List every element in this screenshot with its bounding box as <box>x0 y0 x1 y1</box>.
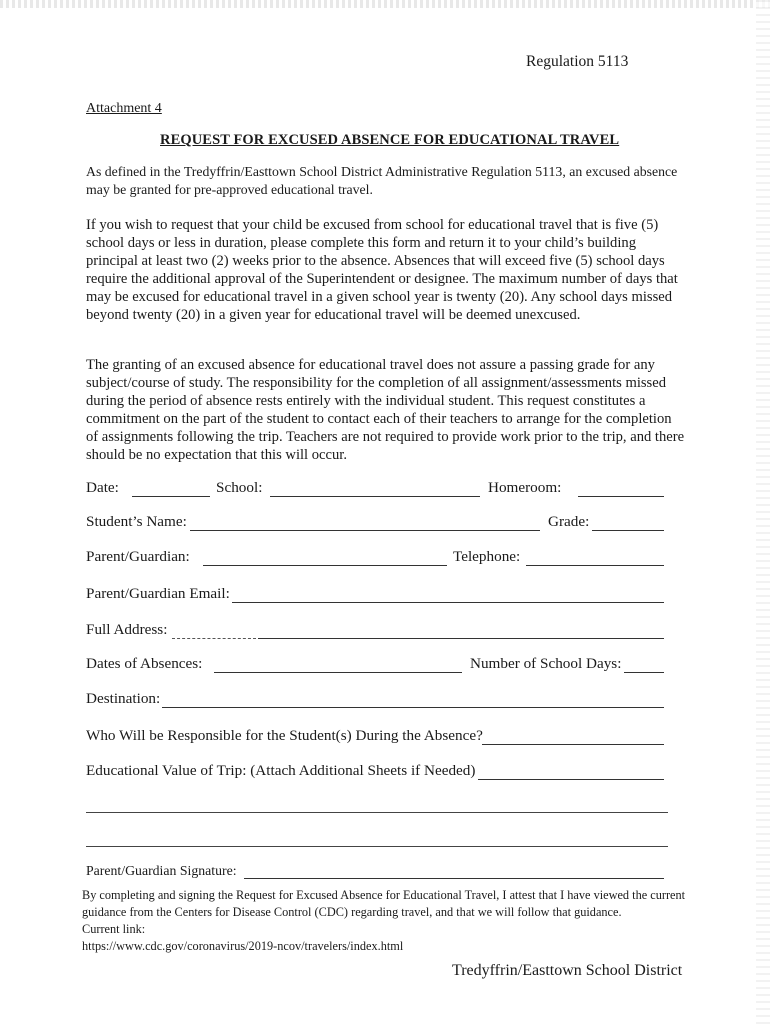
educational-value-extra-line-1[interactable] <box>86 812 668 813</box>
current-link-label: Current link: <box>82 922 146 936</box>
row-educational-value <box>86 762 676 784</box>
destination-label: Destination: <box>86 690 161 707</box>
cdc-link[interactable]: https://www.cdc.gov/coronavirus/2019-ncov/travelers/index.html <box>82 939 404 953</box>
dates-of-absences-field[interactable] <box>214 672 462 673</box>
district-name: Tredyffrin/Easttown School District <box>452 962 683 979</box>
responsible-label: Who Will be Responsible for the Student(s) During the Absence? <box>86 727 483 744</box>
school-label: School: <box>216 479 263 496</box>
granting-paragraph: The granting of an excused absence for educational travel does not assure a passing grade for any subject/course of study. The responsibility for the completion of all assignment/assessments missed during the period of absence rests entirely with the individual student. This request constitutes a commitment on the part of the student to contact each of their teachers to arrange for the completion of assignments following the trip. Teachers are not required to provide work prior to the trip, and there should be no expectation that this will occur. <box>86 357 685 463</box>
number-of-school-days-field[interactable] <box>624 672 664 673</box>
date-label: Date: <box>86 479 119 496</box>
intro-paragraph: As defined in the Tredyffrin/Easttown School District Administrative Regulation 5113, an excused absence may be granted for pre-approved educational travel. <box>86 164 678 197</box>
responsible-field[interactable] <box>482 744 664 745</box>
parent-guardian-field[interactable] <box>203 565 447 566</box>
student-name-field[interactable] <box>190 530 540 531</box>
signature-field[interactable] <box>244 878 664 879</box>
row-student-grade <box>86 513 676 535</box>
form-title: REQUEST FOR EXCUSED ABSENCE FOR EDUCATIONAL TRAVEL <box>160 132 620 148</box>
school-field[interactable] <box>270 496 480 497</box>
parent-email-field[interactable] <box>232 602 664 603</box>
row-date-school-homeroom <box>86 479 676 501</box>
dates-of-absences-label: Dates of Absences: <box>86 655 203 672</box>
row-dates-days <box>86 655 676 677</box>
full-address-field-start[interactable] <box>172 638 256 639</box>
parent-email-label: Parent/Guardian Email: <box>86 585 230 602</box>
educational-value-field[interactable] <box>478 779 664 780</box>
scan-artifact-top <box>0 0 770 8</box>
certification-block <box>82 887 692 955</box>
destination-field[interactable] <box>162 707 664 708</box>
homeroom-label: Homeroom: <box>488 479 562 496</box>
signature-label: Parent/Guardian Signature: <box>86 863 237 878</box>
row-signature <box>86 863 676 885</box>
full-address-label: Full Address: <box>86 621 168 638</box>
grade-label: Grade: <box>548 513 590 530</box>
full-address-field[interactable] <box>258 638 664 639</box>
homeroom-field[interactable] <box>578 496 664 497</box>
educational-value-label: Educational Value of Trip: (Attach Additional Sheets if Needed) <box>86 762 476 779</box>
attachment-label: Attachment 4 <box>86 101 162 116</box>
row-destination <box>86 690 676 712</box>
row-full-address <box>86 621 676 643</box>
row-parent-telephone <box>86 548 676 570</box>
grade-field[interactable] <box>592 530 664 531</box>
student-name-label: Student’s Name: <box>86 513 187 530</box>
date-field[interactable] <box>132 496 210 497</box>
row-parent-email <box>86 585 676 607</box>
telephone-label: Telephone: <box>453 548 521 565</box>
request-paragraph: If you wish to request that your child be excused from school for educational travel that is five (5) school days or less in duration, please complete this form and return it to your child’s building principal at least two (2) weeks prior to the absence. Absences that will exceed five (5) school days require the additional approval of the Superintendent or designee. The maximum number of days that may be excused for educational travel in a given school year is twenty (20). Any school days missed beyond twenty (20) in a given year for educational travel will be deemed unexcused. <box>86 217 678 323</box>
number-of-school-days-label: Number of School Days: <box>470 655 622 672</box>
regulation-number: Regulation 5113 <box>526 53 629 70</box>
row-responsible <box>86 727 676 749</box>
educational-value-extra-line-2[interactable] <box>86 846 668 847</box>
scan-artifact-edge <box>756 0 770 1024</box>
certification-statement: By completing and signing the Request for Excused Absence for Educational Travel, I attest that I have viewed the current guidance from the Centers for Disease Control (CDC) regarding travel, and that we will follow that guidance. <box>82 888 686 919</box>
parent-guardian-label: Parent/Guardian: <box>86 548 190 565</box>
telephone-field[interactable] <box>526 565 664 566</box>
